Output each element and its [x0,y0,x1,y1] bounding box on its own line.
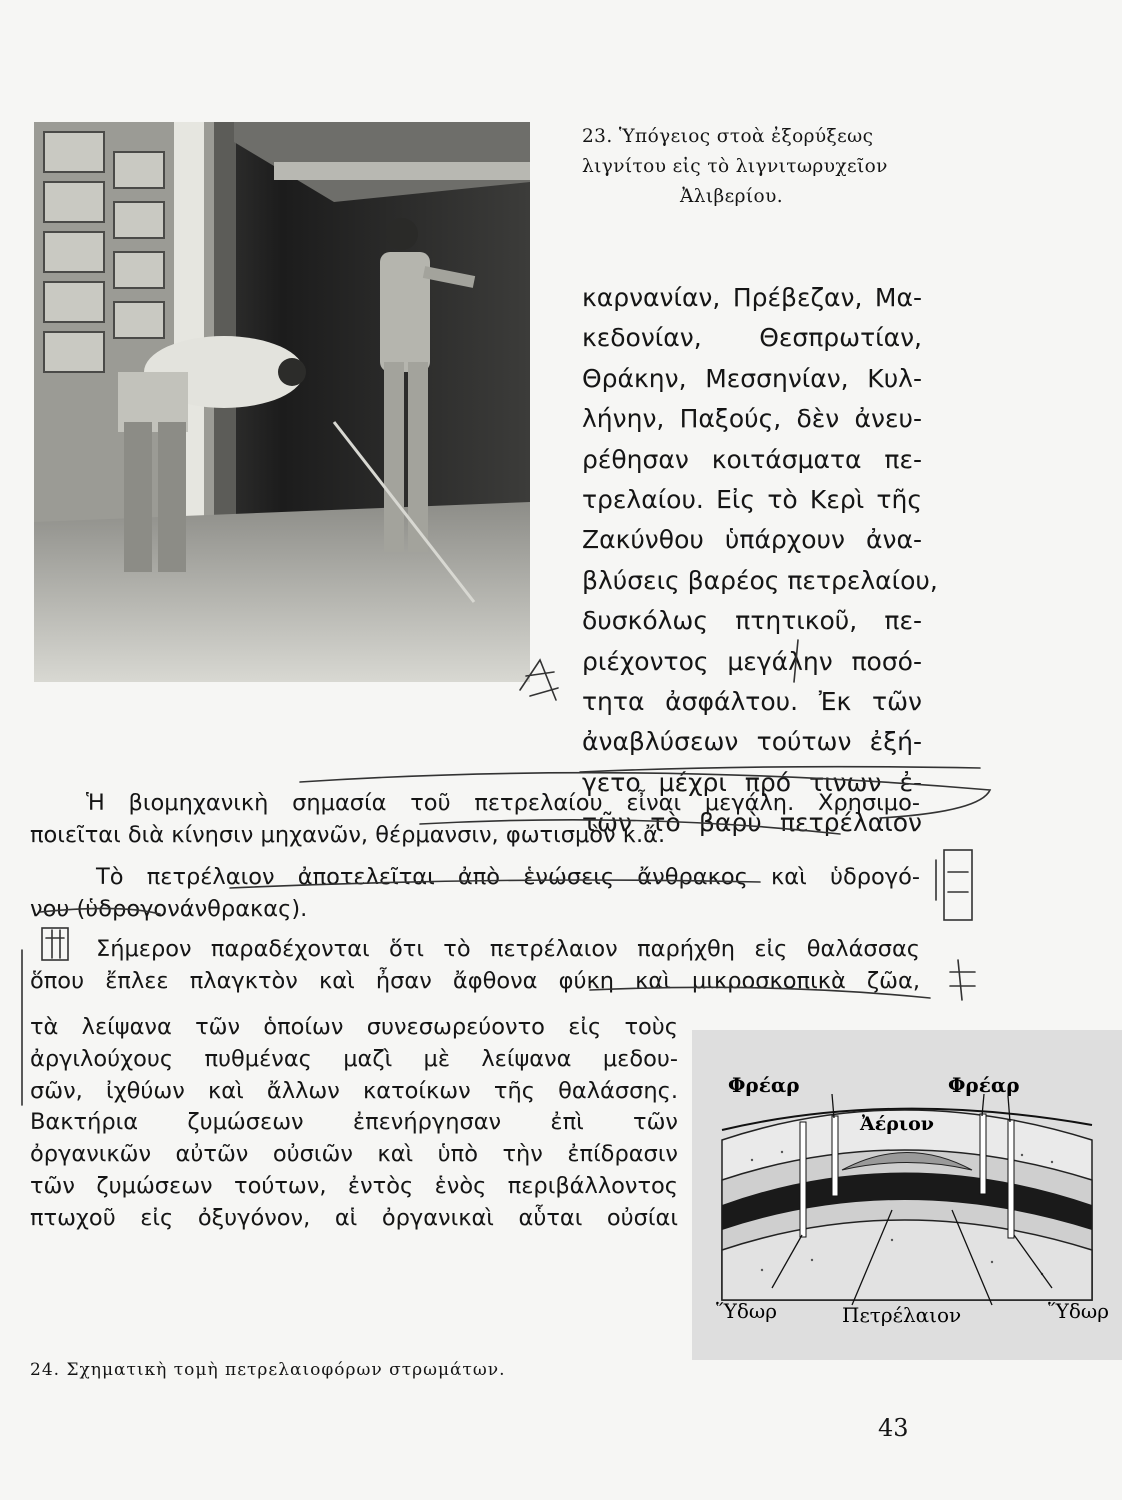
label-oil: Πετρέλαιον [842,1303,962,1327]
text-line: Ἡ βιομηχανικὴ σημασία τοῦ πετρελαίου εἶναι μεγάλη. Χρησιμο- [86,790,920,816]
text-line: πτωχοῦ εἰς ὀξυγόνον, αἱ ὀργανικαὶ αὗται οὐσίαι [30,1204,678,1231]
page-number: 43 [878,1414,909,1442]
figure-23-caption-line: λιγνίτου εἰς τὸ λιγνιτωρυχεῖον [582,156,888,177]
text-line: βλύσεις βαρέος πετρελαίου, [582,565,938,595]
text-line: Θράκην, Μεσσηνίαν, Κυλ- [582,363,922,393]
oil-strata-drawing [692,1030,1122,1360]
text-line: ποιεῖται διὰ κίνησιν μηχανῶν, θέρμανσιν, φωτισμὸν κ.ἄ. [30,821,666,848]
right-column-text [582,278,938,844]
label-well-left: Φρέαρ [728,1073,800,1097]
label-well-right: Φρέαρ [948,1073,1020,1097]
pencil-margin-box [944,850,972,920]
mine-photo [34,122,530,682]
text-line: ἀναβλύσεων τούτων ἐξή- [582,727,922,757]
label-gas: Ἀέριον [860,1113,934,1135]
text-line: ρέθησαν κοιτάσματα πε- [582,444,922,474]
text-line: ριέχοντος μεγάλην ποσό- [582,646,922,676]
text-line: Βακτήρια ζυμώσεων ἐπενήργησαν ἐπὶ τῶν [30,1109,678,1136]
text-line: σῶν, ἰχθύων καὶ ἄλλων κατοίκων τῆς θαλάσσης. [30,1077,678,1104]
paragraph-origin-narrow [30,1012,678,1235]
figure-23-caption-line: Ἀλιβερίου. [680,186,784,207]
figure-23-caption-line: 23. Ὑπόγειος στοὰ ἐξορύξεως [582,126,874,147]
oil-strata-diagram [692,1030,1122,1360]
text-line: γετο μέχρι πρό τινων ἐ- [582,767,922,797]
text-line: νου (ὑδρογονάνθρακας). [30,895,308,922]
text-line: τῶν τὸ βαρὺ πετρέλαιον [582,808,922,838]
text-line: κεδονίαν, Θεσπρωτίαν, [582,323,922,353]
figure-24-caption: 24. Σχηματικὴ τομὴ πετρελαιοφόρων στρωμάτων. [30,1360,506,1380]
mine-photo-drawing [34,122,530,682]
text-line: Ζακύνθου ὑπάρχουν ἀνα- [582,525,922,555]
text-line: καρνανίαν, Πρέβεζαν, Μα- [582,283,922,312]
text-line: Σήμερον παραδέχονται ὅτι τὸ πετρέλαιον παρήχθη εἰς θαλάσσας [96,936,920,962]
text-line: ἀργιλούχους πυθμένας μαζὶ μὲ λείψανα μεδου- [30,1045,678,1072]
text-line: Τὸ πετρέλαιον ἀποτελεῖται ἀπὸ ἑνώσεις ἄνθρακος καὶ ὑδρογό- [96,864,920,890]
text-line: ὅπου ἔπλεε πλαγκτὸν καὶ ἦσαν ἄφθονα φύκη καὶ μικροσκοπικὰ ζῶα, [30,967,920,994]
pencil-margin-mark [950,960,975,1000]
paragraph-composition [30,862,920,926]
text-line: λήνην, Παξούς, δὲν ἀνευ- [582,404,922,434]
text-line: τῶν ζυμώσεων τούτων, ἐντὸς ἑνὸς περιβάλλοντος [30,1172,678,1199]
label-water-right: Ὕδωρ [1048,1299,1109,1323]
text-line: τρελαίου. Εἰς τὸ Κερὶ τῆς [582,485,922,515]
paragraph-industrial-importance [30,788,920,852]
text-line: τὰ λείψανα τῶν ὁποίων συνεσωρεύοντο εἰς τοὺς [30,1014,678,1040]
text-line: τητα ἀσφάλτου. Ἐκ τῶν [582,687,922,717]
text-line: ὀργανικῶν αὐτῶν οὐσιῶν καὶ ὑπὸ τὴν ἐπίδρασιν [30,1141,678,1168]
paragraph-origin-full [30,934,920,998]
text-line: δυσκόλως πτητικοῦ, πε- [582,606,922,636]
figure-23-caption [582,122,942,212]
label-water-left: Ὕδωρ [716,1299,777,1323]
